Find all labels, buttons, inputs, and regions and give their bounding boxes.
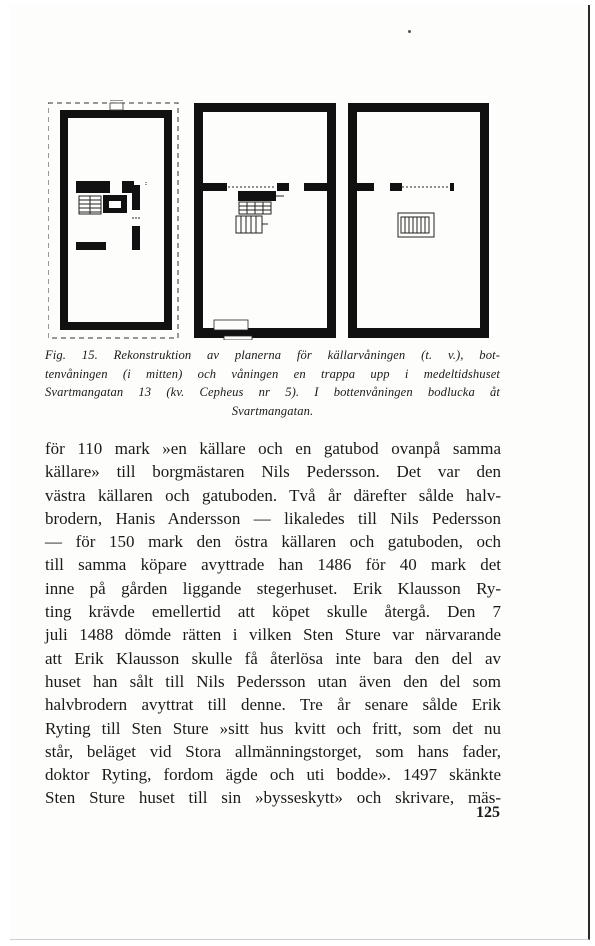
text-line: brodern, Hanis Andersson — likaledes till Nils Pedersson xyxy=(45,508,501,528)
body-paragraph xyxy=(45,437,501,810)
ground-floor-plan xyxy=(194,103,336,340)
text-line: för 110 mark »en källare och en gatubod ovanpå samma xyxy=(45,439,501,458)
text-line: till samma köpare avyttrade han 1486 för 40 mark det xyxy=(45,555,501,575)
text-line: — för 150 mark den östra källaren och gatuboden, och xyxy=(45,532,501,552)
text-line: Sten Sture huset till sin »bysseskytt» och skrivare, mäs- xyxy=(45,788,501,808)
text-line: Ryting till Sten Sture »sitt hus kvitt och fritt, som det nu xyxy=(45,718,501,738)
upper-floor-plan xyxy=(348,103,489,338)
caption-line: tenvåningen (i mitten) och våningen en trappa upp i medeltidshuset xyxy=(45,366,500,381)
caption-line: Svartmangatan 13 (kv. Cepheus nr 5). I bottenvåningen bodlucka åt xyxy=(45,385,500,399)
text-line: juli 1488 dömde rätten i vilken Sten Sture var närvarande xyxy=(45,625,501,645)
cellar-floor-plan xyxy=(48,100,178,338)
text-line: inne på gården liggande stegerhuset. Erik Klausson Ry- xyxy=(45,578,501,598)
text-line: huset han sålt till Nils Pedersson utan även den del som xyxy=(45,671,501,691)
caption-line: Fig. 15. Rekonstruktion av planerna för källarvåningen (t. v.), bot- xyxy=(45,348,500,362)
text-line: doktor Ryting, fordom ägde och uti bodde». 1497 skänkte xyxy=(45,765,501,785)
page-number: 125 xyxy=(476,804,500,821)
caption-line: Svartmangatan. xyxy=(231,403,314,418)
text-line: halvbrodern avyttrat till denne. Tre år senare sålde Erik xyxy=(45,695,501,715)
text-line: västra källaren och gatuboden. Två år därefter sålde halv- xyxy=(45,485,501,505)
text-line: källare» till borgmästaren Nils Pedersson. Det var den xyxy=(45,462,501,482)
text-line: ting krävde emellertid att köpet skulle återgå. Den 7 xyxy=(45,602,501,622)
speck-mark xyxy=(408,30,411,33)
text-line: att Erik Klausson skulle få återlösa inte bara den del av xyxy=(45,648,501,668)
text-line: står, beläget vid Stora allmänningstorget, som hans fader, xyxy=(45,741,501,761)
figure-caption xyxy=(45,346,500,420)
floor-plans-figure xyxy=(48,100,493,340)
